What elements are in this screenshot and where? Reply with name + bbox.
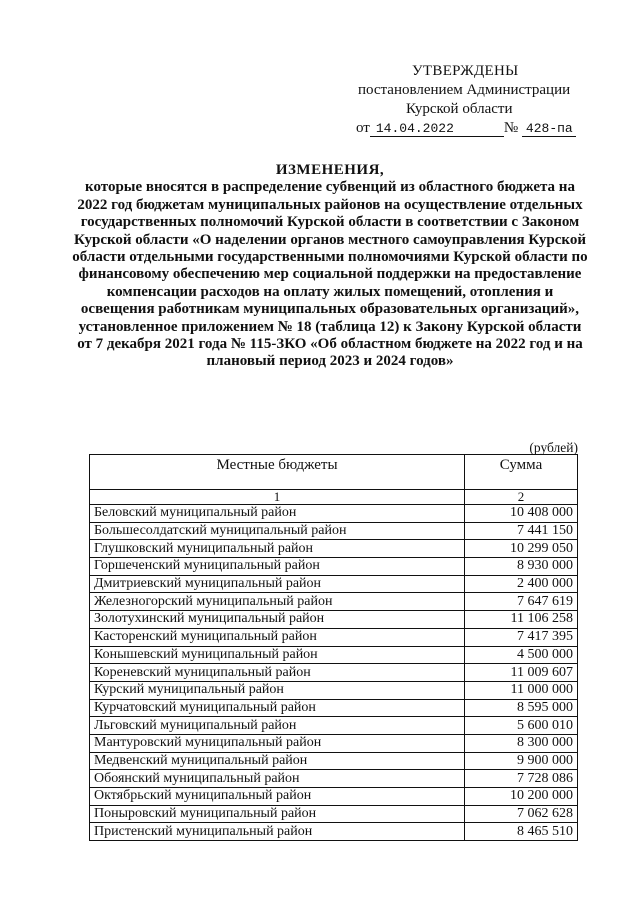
sum-cell: 4 500 000	[465, 646, 578, 664]
sum-cell: 7 647 619	[465, 593, 578, 611]
district-name-cell: Медвенский муниципальный район	[90, 752, 465, 770]
approval-date: 14.04.2022	[370, 121, 504, 137]
district-name-cell: Поныровский муниципальный район	[90, 805, 465, 823]
title-body: которые вносятся в распределение субвенций из областного бюджета на 2022 год бюджетам муниципальных районов на осуществление отдельных государственных полномочий Курской области в соответствии с Законом Курской области «О наделении органов местного самоуправления Курской области отдельными государственными полномочиями Курской области по финансовому обеспечению мер социальной поддержки на предоставление компенсации расходов на оплату жилых помещений, отопления и освещения работникам муниципальных образовательных организаций», установленное приложением № 18 (таблица 12) к Закону Курской области от 7 декабря 2021 года № 115-ЗКО «Об областном бюджете на 2022 год и на плановый период 2023 и 2024 годов»	[72, 179, 588, 370]
table-row	[90, 540, 578, 558]
document-title	[70, 162, 590, 371]
approval-number: 428-па	[522, 121, 576, 137]
table-row	[90, 734, 578, 752]
sum-cell: 5 600 010	[465, 717, 578, 735]
table-row	[90, 681, 578, 699]
sum-cell: 2 400 000	[465, 575, 578, 593]
sum-cell: 11 106 258	[465, 611, 578, 629]
table-row	[90, 788, 578, 806]
district-name-cell: Льговский муниципальный район	[90, 717, 465, 735]
table-row	[90, 505, 578, 523]
approval-line-resolution: постановлением Администрации	[358, 82, 571, 98]
table-row	[90, 823, 578, 841]
district-name-cell: Курский муниципальный район	[90, 681, 465, 699]
column-index-2: 2	[465, 490, 578, 505]
approval-heading: УТВЕРЖДЕНЫ	[412, 63, 519, 79]
column-index-1: 1	[90, 490, 465, 505]
sum-cell: 10 200 000	[465, 788, 578, 806]
district-name-cell: Большесолдатский муниципальный район	[90, 522, 465, 540]
district-name-cell: Золотухинский муниципальный район	[90, 611, 465, 629]
table-row	[90, 575, 578, 593]
district-name-cell: Конышевский муниципальный район	[90, 646, 465, 664]
table-row	[90, 805, 578, 823]
district-name-cell: Октябрьский муниципальный район	[90, 788, 465, 806]
table-row	[90, 628, 578, 646]
district-name-cell: Мантуровский муниципальный район	[90, 734, 465, 752]
header-row	[90, 455, 578, 490]
district-name-cell: Пристенский муниципальный район	[90, 823, 465, 841]
number-prefix: №	[503, 120, 519, 136]
table-row	[90, 752, 578, 770]
district-name-cell: Железногорский муниципальный район	[90, 593, 465, 611]
table-row	[90, 664, 578, 682]
sum-cell: 10 408 000	[465, 505, 578, 523]
subsidy-table	[89, 454, 578, 841]
approval-line-region: Курской области	[406, 101, 513, 117]
index-row	[90, 490, 578, 505]
sum-cell: 8 465 510	[465, 823, 578, 841]
sum-cell: 10 299 050	[465, 540, 578, 558]
date-prefix: от	[356, 120, 370, 136]
sum-cell: 8 300 000	[465, 734, 578, 752]
sum-cell: 8 595 000	[465, 699, 578, 717]
sum-cell: 7 417 395	[465, 628, 578, 646]
approval-block	[350, 62, 590, 138]
table-row	[90, 558, 578, 576]
district-name-cell: Обоянский муниципальный район	[90, 770, 465, 788]
district-name-cell: Кореневский муниципальный район	[90, 664, 465, 682]
units-label: (рублей)	[529, 440, 578, 455]
table-row	[90, 646, 578, 664]
column-header-budgets: Местные бюджеты	[90, 455, 465, 490]
district-name-cell: Курчатовский муниципальный район	[90, 699, 465, 717]
table-row	[90, 699, 578, 717]
district-name-cell: Касторенский муниципальный район	[90, 628, 465, 646]
column-header-sum: Сумма	[465, 455, 578, 490]
sum-cell: 11 009 607	[465, 664, 578, 682]
sum-cell: 7 441 150	[465, 522, 578, 540]
district-name-cell: Беловский муниципальный район	[90, 505, 465, 523]
sum-cell: 8 930 000	[465, 558, 578, 576]
table-row	[90, 593, 578, 611]
approval-date-line	[350, 119, 590, 138]
district-name-cell: Дмитриевский муниципальный район	[90, 575, 465, 593]
sum-cell: 11 000 000	[465, 681, 578, 699]
district-name-cell: Глушковский муниципальный район	[90, 540, 465, 558]
sum-cell: 9 900 000	[465, 752, 578, 770]
district-name-cell: Горшеченский муниципальный район	[90, 558, 465, 576]
table-row	[90, 770, 578, 788]
table-row	[90, 717, 578, 735]
table-row	[90, 522, 578, 540]
table-row	[90, 611, 578, 629]
sum-cell: 7 728 086	[465, 770, 578, 788]
sum-cell: 7 062 628	[465, 805, 578, 823]
title-heading: ИЗМЕНЕНИЯ,	[275, 162, 385, 178]
table-body	[90, 505, 578, 841]
